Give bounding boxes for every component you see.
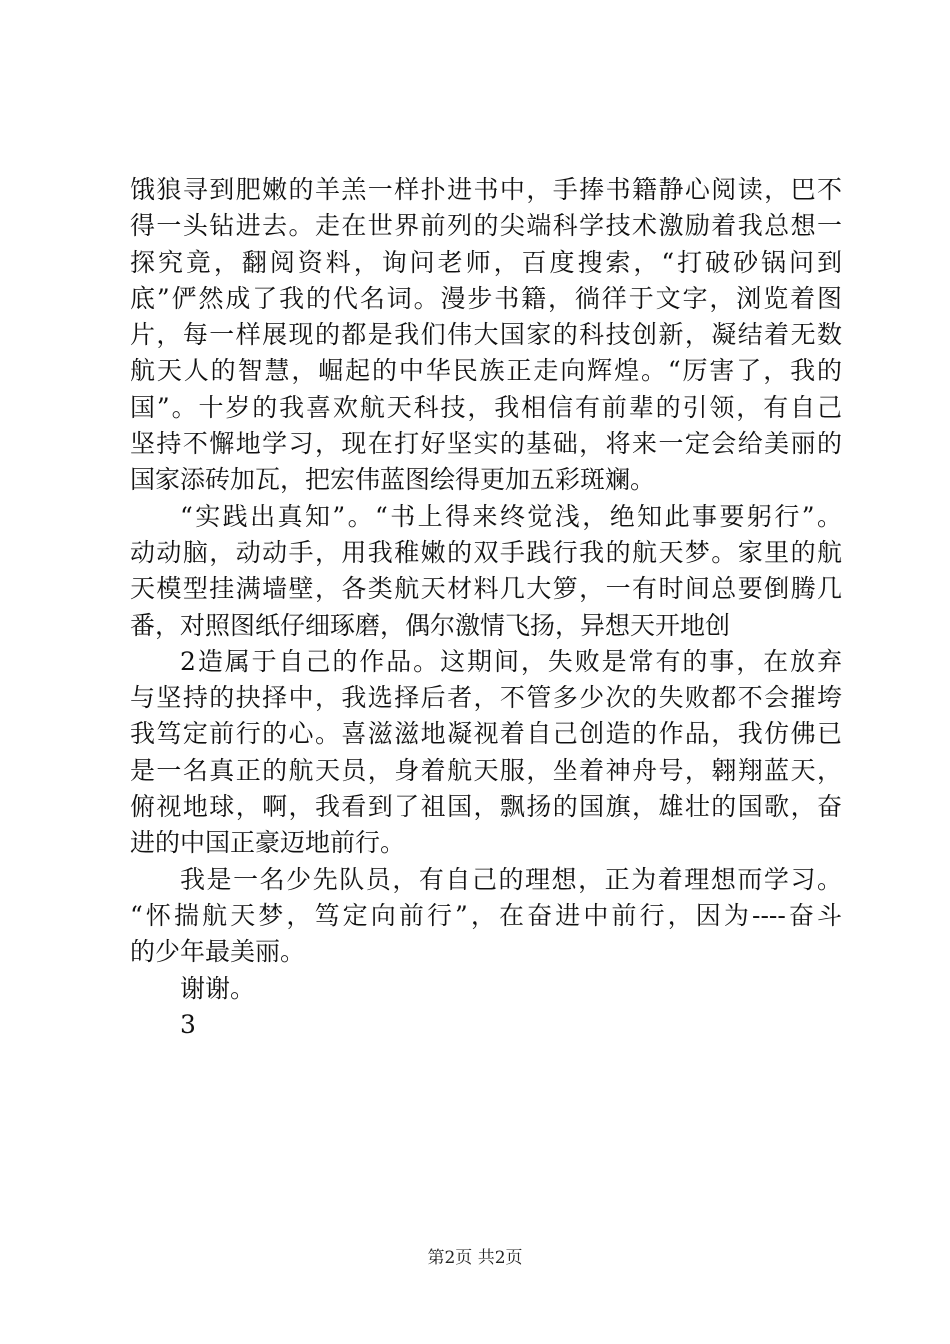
text-line: 探究竟，翻阅资料，询问老师，百度搜索，“打破砂锅问到 [130, 247, 842, 277]
text-line: 的少年最美丽。 [130, 937, 306, 967]
text-line: “实践出真知”。“书上得来终觉浅，绝知此事要躬行”。 [180, 501, 842, 531]
text-line: 底”俨然成了我的代名词。漫步书籍，徜徉于文字，浏览着图 [130, 283, 842, 313]
text-line: 番，对照图纸仔细琢磨，偶尔激情飞扬，异想天开地创 [130, 610, 731, 640]
text-line: 得一头钻进去。走在世界前列的尖端科学技术激励着我总想一 [130, 211, 842, 241]
text-line: “怀揣航天梦，笃定向前行”，在奋进中前行，因为----奋斗 [130, 900, 842, 930]
text-line: 与坚持的抉择中，我选择后者，不管多少次的失败都不会摧垮 [130, 683, 842, 713]
text-line: 动动脑，动动手，用我稚嫩的双手践行我的航天梦。家里的航 [130, 537, 842, 567]
text-line: 谢谢。 [180, 973, 256, 1003]
text-line: 3 [180, 1009, 196, 1039]
text-line: 俯视地球，啊，我看到了祖国，飘扬的国旗，雄壮的国歌，奋 [130, 792, 842, 822]
text-line: 航天人的智慧，崛起的中华民族正走向辉煌。“厉害了，我的 [130, 356, 842, 386]
text-line: 片，每一样展现的都是我们伟大国家的科技创新，凝结着无数 [130, 320, 842, 350]
text-line: 天模型挂满墙壁，各类航天材料几大箩，一有时间总要倒腾几 [130, 574, 842, 604]
page-number-footer: 第2页 共2页 [427, 1248, 523, 1268]
document-body [130, 172, 842, 1043]
text-line: 2造属于自己的作品。这期间，失败是常有的事，在放弃 [180, 646, 842, 676]
text-line: 我笃定前行的心。喜滋滋地凝视着自己创造的作品，我仿佛已 [130, 719, 842, 749]
text-line: 进的中国正豪迈地前行。 [130, 828, 406, 858]
text-line: 国”。十岁的我喜欢航天科技，我相信有前辈的引领，有自己 [130, 392, 842, 422]
text-line: 坚持不懈地学习，现在打好坚实的基础，将来一定会给美丽的 [130, 429, 842, 459]
text-line: 国家添砖加瓦，把宏伟蓝图绘得更加五彩斑斓。 [130, 465, 656, 495]
text-line: 我是一名少先队员，有自己的理想，正为着理想而学习。 [180, 864, 842, 894]
text-line: 饿狼寻到肥嫩的羊羔一样扑进书中，手捧书籍静心阅读，巴不 [130, 175, 842, 204]
text-line: 是一名真正的航天员，身着航天服，坐着神舟号，翱翔蓝天， [130, 755, 842, 785]
